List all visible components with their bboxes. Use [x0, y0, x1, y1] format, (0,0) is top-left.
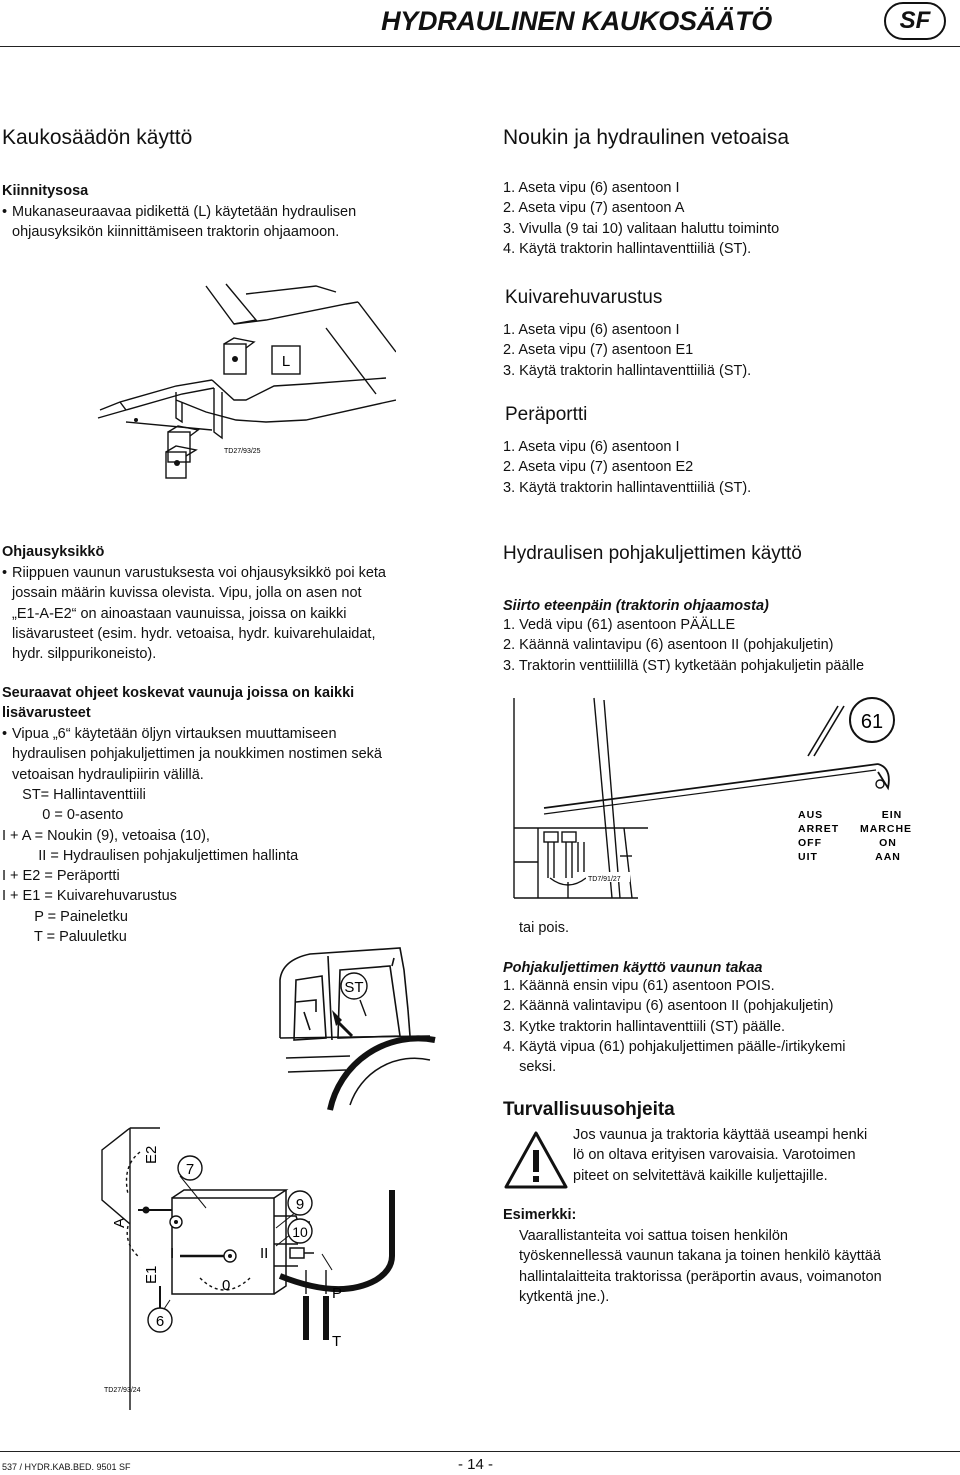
step: 1. Aseta vipu (6) asentoon I [503, 322, 680, 338]
pera-steps [503, 437, 751, 498]
document-code: 537 / HYDR.KAB.BED. 9501 SF [2, 1462, 131, 1472]
header-divider [0, 46, 960, 47]
text-line: • Vipua „6“ käytetään öljyn virtauksen muuttamiseen [12, 726, 337, 742]
step: 1. Aseta vipu (6) asentoon I [503, 180, 680, 196]
ohjausyksikko-heading: Ohjausyksikkö [2, 544, 105, 560]
takaa-heading: Pohjakuljettimen käyttö vaunun takaa [503, 960, 763, 976]
page-header-title: HYDRAULINEN KAUKOSÄÄTÖ [381, 6, 772, 36]
language-badge: SF [884, 2, 946, 40]
text-line: hallintalaitteita traktorissa (peräportin avaus, voimanoton [519, 1268, 882, 1285]
legend-item: I + A = Noukin (9), vetoaisa (10), [2, 827, 210, 844]
fig3-label-e1: E1 [143, 1265, 160, 1284]
text-line: hydr. silppurikoneisto). [12, 646, 157, 663]
step: 3. Käytä traktorin hallintaventtiiliä (ST). [503, 362, 752, 379]
step: 2. Aseta vipu (7) asentoon A [503, 200, 685, 217]
text-line: työskennellessä vaunun takana ja toinen henkilö käyttää [519, 1248, 881, 1265]
step: 3. Vivulla (9 tai 10) valitaan haluttu toiminto [503, 220, 780, 237]
text-line: piteet on selvitettävä kaikille kuljettajille. [573, 1167, 828, 1184]
footer-divider [0, 1451, 960, 1452]
section-title-turvallisuus: Turvallisuusohjeita [503, 1099, 675, 1120]
text-line: lö on oltava erityisen varovaisia. Varotoimen [573, 1147, 856, 1164]
step: 1. Aseta vipu (6) asentoon I [503, 439, 680, 455]
section-title-peraportti: Peräportti [505, 404, 588, 425]
legend-item: 0 = 0-asento [2, 807, 124, 824]
noukin-steps [503, 178, 779, 259]
vipua-text [2, 724, 382, 785]
fig3-label-7: 7 [185, 1161, 195, 1178]
text-line: Mukanaseuraavaa pidikettä (L) käytetään hydraulisen [12, 204, 357, 220]
step: 3. Käytä traktorin hallintaventtiiliä (ST). [503, 479, 752, 496]
text-line: ohjausyksikön kiinnittämiseen traktorin ohjaamoon. [12, 224, 340, 241]
legend-list [2, 785, 298, 947]
fig3-label-6: 6 [155, 1313, 165, 1330]
step: 1. Vedä vipu (61) asentoon PÄÄLLE [503, 617, 736, 633]
step: 3. Kytke traktorin hallintaventtiili (ST) päälle. [503, 1018, 786, 1035]
fig3-label-10: 10 [292, 1224, 308, 1240]
kiinnitysosa-heading: Kiinnitysosa [2, 183, 89, 199]
fig2-number-61: 61 [860, 711, 884, 733]
step: 2. Aseta vipu (7) asentoon E2 [503, 459, 694, 476]
text-line: Jos vaunua ja traktoria käyttää useampi henki [573, 1127, 868, 1143]
fig3-label-0: 0 [222, 1277, 231, 1294]
fig3-label-9: 9 [295, 1196, 305, 1213]
lever-61-figure [508, 692, 920, 900]
text-line: vetoaisan hydraulipiirin välillä. [12, 766, 204, 783]
fig3-label-st: ST [344, 979, 364, 996]
fig2-on-2: ON [879, 837, 897, 849]
legend-item: P = Paineletku [2, 908, 128, 925]
step: 4. Käytä vipua (61) pohjakuljettimen päälle-/irtikykemi [503, 1038, 846, 1055]
fig3-label-t: T [332, 1333, 342, 1350]
fig2-code: TD7/91/27 [588, 876, 621, 883]
step: 2. Aseta vipu (7) asentoon E1 [503, 342, 694, 359]
text-line: Vaarallistanteita voi sattua toisen henkilön [519, 1228, 788, 1244]
step: seksi. [503, 1059, 557, 1076]
tai-pois-text: tai pois. [519, 920, 569, 936]
legend-item: T = Paluuletku [2, 929, 127, 946]
kuivare-steps [503, 320, 751, 381]
fig3-label-p: P [332, 1285, 343, 1302]
seuraavat-heading [2, 683, 354, 724]
fig2-on-3: AAN [875, 851, 901, 863]
fig2-off-0: AUS [798, 809, 824, 821]
warning-triangle-icon [503, 1130, 569, 1190]
fig1-label-L: L [281, 353, 291, 370]
siirto-heading: Siirto eteenpäin (traktorin ohjaamosta) [503, 598, 769, 614]
fig2-on-0: EIN [881, 809, 903, 821]
text-line: kytkentä jne.). [519, 1288, 610, 1305]
fig2-on-1: MARCHE [859, 823, 913, 835]
fig2-off-2: OFF [798, 837, 822, 849]
legend-item: I + E1 = Kuivarehuvarustus [2, 888, 177, 905]
step: 3. Traktorin venttiilillä (ST) kytketään pohjakuljetin päälle [503, 657, 865, 674]
fig3-code: TD27/93/24 [104, 1387, 141, 1394]
step: 2. Käännä valintavipu (6) asentoon II (pohjakuljetin) [503, 637, 834, 654]
section-title-kuivarehuvarustus: Kuivarehuvarustus [505, 287, 663, 308]
section-title-kaukosaadon-kaytto: Kaukosäädön käyttö [2, 126, 193, 149]
text-line: „E1-A-E2“ on ainoastaan vaunuissa, joissa on kaikki [12, 605, 347, 622]
bracket-figure [96, 282, 396, 482]
fig3-label-a: A [111, 1217, 128, 1228]
fig3-label-e2: E2 [143, 1145, 160, 1164]
takaa-steps [503, 976, 846, 1077]
ohjausyksikko-text [2, 563, 386, 664]
section-title-noukin: Noukin ja hydraulinen vetoaisa [503, 126, 790, 149]
legend-item: I + E2 = Peräportti [2, 868, 120, 885]
text-line: • Riippuen vaunun varustuksesta voi ohjausyksikkö poi keta [12, 565, 386, 581]
text-line: hydraulisen pohjakuljettimen ja noukkimen nostimen sekä [12, 746, 382, 763]
fig2-off-3: UIT [798, 851, 818, 863]
text-line: Seuraavat ohjeet koskevat vaunuja joissa on kaikki [2, 685, 355, 701]
fig3-label-i: I [170, 1245, 175, 1262]
text-line: lisävarusteet [2, 705, 91, 722]
step: 2. Käännä valintavipu (6) asentoon II (pohjakuljetin) [503, 998, 834, 1015]
esimerkki-heading: Esimerkki: [503, 1207, 577, 1223]
fig1-code: TD27/93/25 [224, 448, 261, 455]
esimerkki-text [519, 1226, 882, 1307]
text-line: jossain määrin kuvissa olevista. Vipu, jolla on asen not [12, 585, 362, 602]
legend-item: ST= Hallintaventtiili [2, 787, 146, 803]
siirto-steps [503, 615, 864, 676]
kiinnitysosa-text [2, 202, 356, 243]
legend-item: II = Hydraulisen pohjakuljettimen hallinta [2, 847, 299, 864]
section-title-pohjakuljetin: Hydraulisen pohjakuljettimen käyttö [503, 543, 802, 564]
step: 4. Käytä traktorin hallintaventtiiliä (ST). [503, 240, 752, 257]
text-line: lisävarusteet (esim. hydr. vetoaisa, hydr. kuivarehulaidat, [12, 625, 376, 642]
step: 1. Käännä ensin vipu (61) asentoon POIS. [503, 978, 775, 994]
fig3-label-ii: II [260, 1245, 269, 1262]
turva-text [573, 1125, 867, 1186]
page-number: - 14 - [458, 1456, 494, 1473]
control-unit-figure [100, 940, 440, 1410]
fig2-off-1: ARRET [798, 823, 840, 835]
